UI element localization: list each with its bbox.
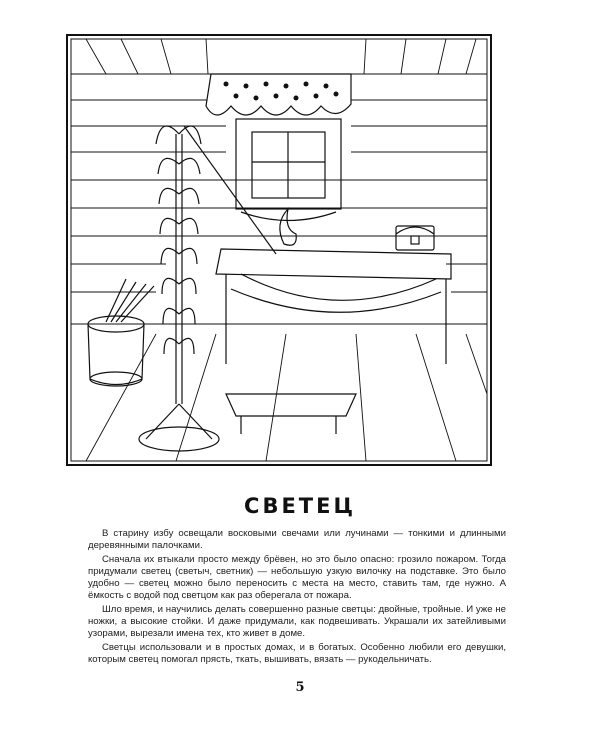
paragraph: Сначала их втыкали просто между брёвен, но это было опасно: грозило пожаром. Тогда придумали светец (светыч, светник) — небольшую узкую вилочку на подставке. Это было удобно — светец можно было переносить с места на место, ставить там, где нужно. А ёмкость с водой под светцом как раз оберегала от пожара.: [88, 553, 506, 602]
window-curtain: [206, 74, 351, 115]
paragraph: В старину избу освещали восковыми свечами или лучинами — тонкими и длинными деревянными палочками.: [88, 528, 506, 552]
flame: [280, 209, 296, 245]
body-text: [88, 528, 506, 667]
ceiling-planks: [71, 39, 487, 74]
bucket-with-splinters: [88, 279, 154, 386]
paragraph: Светцы использовали и в простых домах, и в богатых. Особенно любили его девушки, которым светец помогал прясть, ткать, вышивать, вязать — рукодельничать.: [88, 641, 506, 665]
page-title: СВЕТЕЦ: [244, 494, 356, 518]
painted-table: [216, 249, 451, 364]
paragraph: Шло время, и научились делать совершенно разные светцы: двойные, тройные. И уже не ножки, а высокие стойки. И даже придумали, как подвешивать. Украшали их затейливыми узорами, вырезали имена тех, кто живет в доме.: [88, 603, 506, 640]
chest: [396, 226, 434, 250]
svetets-stand: [139, 126, 276, 451]
window: [236, 119, 341, 221]
floor-planks: [86, 334, 487, 461]
bench-trough: [226, 394, 356, 434]
coloring-illustration: [66, 34, 492, 466]
page-number: 5: [295, 680, 305, 695]
